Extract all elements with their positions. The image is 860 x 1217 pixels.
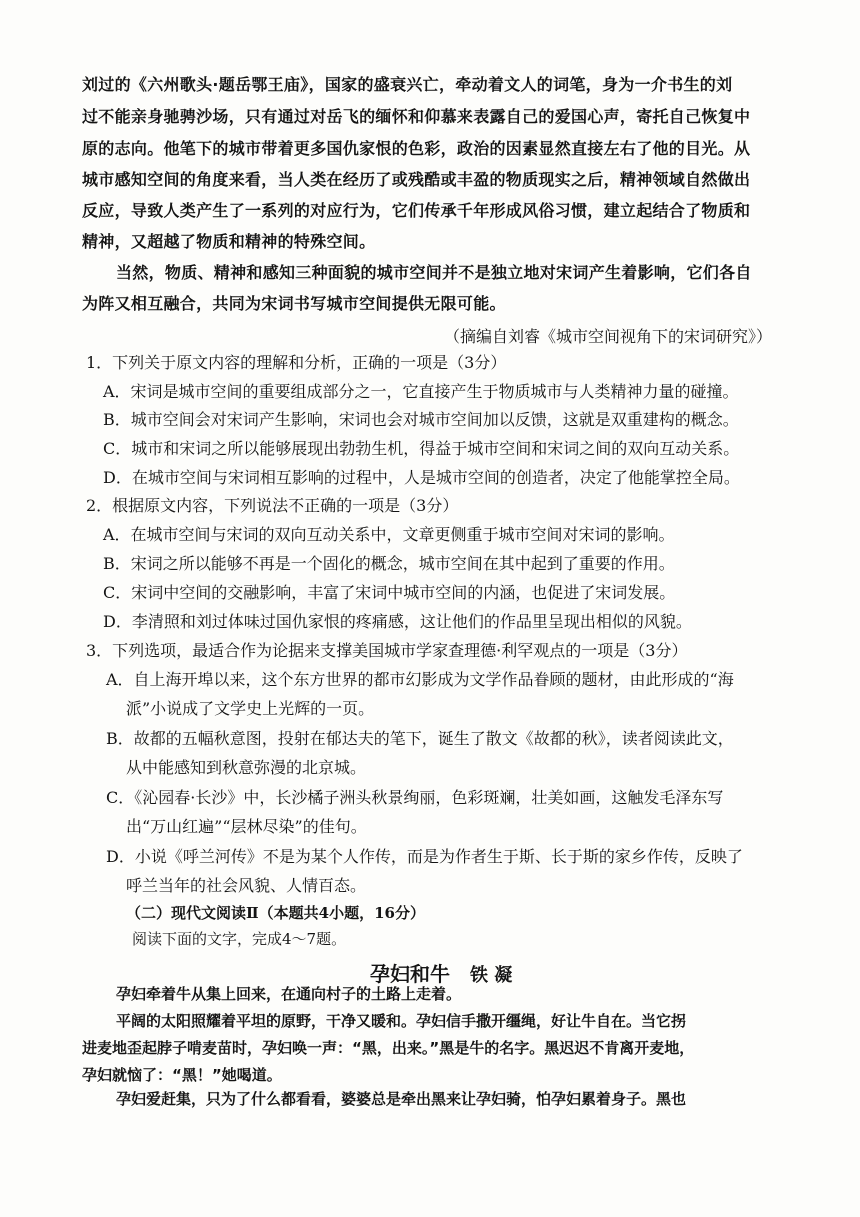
passage-line-2: 过不能亲身驰骋沙场，只有通过对岳飞的缅怀和仰慕来表露自己的爱国心声，寄托自己恢复中	[82, 107, 751, 126]
q3-option-c-line1: C．《沁园春·长沙》中，长沙橘子洲头秋景绚丽，色彩斑斓，壮美如画，这触发毛泽东写	[106, 788, 724, 807]
story-line-1: 孕妇牵着牛从集上回来，在通向村子的土路上走着。	[116, 985, 462, 1003]
q3-option-b-line2: 从中能感知到秋意弥漫的北京城。	[126, 758, 367, 777]
q1-option-c: C．城市和宋词之所以能够展现出勃勃生机，得益于城市空间和宋词之间的双向互动关系。	[103, 439, 740, 458]
passage-line-7: 当然，物质、精神和感知三种面貌的城市空间并不是独立地对宋词产生着影响，它们各自	[116, 263, 752, 282]
story-title-text: 孕妇和牛	[370, 962, 450, 986]
section-heading: （二）现代文阅读Ⅱ（本题共4小题，16分）	[126, 904, 425, 922]
story-line-3: 进麦地歪起脖子啃麦苗时，孕妇唤一声：“黑，出来。”黑是牛的名字。黑迟迟不肯离开麦地，	[82, 1039, 695, 1057]
q3-option-c-line2: 出“万山红遍”“层林尽染”的佳句。	[126, 817, 367, 836]
q3-option-a-line2: 派”小说成了文学史上光辉的一页。	[126, 699, 375, 718]
q2-option-b: B．宋词之所以能够不再是一个固化的概念，城市空间在其中起到了重要的作用。	[103, 554, 675, 573]
passage-line-6: 精神，又超越了物质和精神的特殊空间。	[82, 232, 376, 251]
q3-option-d-line1: D．小说《呼兰河传》不是为某个人作传，而是为作者生于斯、长于斯的家乡作传，反映了	[106, 847, 743, 866]
q3-option-a-line1: A．自上海开埠以来，这个东方世界的都市幻影成为文学作品眷顾的题材，由此形成的“海	[106, 670, 734, 689]
passage-line-8: 为阵又相互融合，共同为宋词书写城市空间提供无限可能。	[82, 294, 506, 313]
q2-stem: 2．根据原文内容，下列说法不正确的一项是（3分）	[86, 496, 459, 515]
story-title	[370, 958, 512, 987]
passage-line-4: 城市感知空间的角度来看，当人类在经历了或残酷或丰盈的物质现实之后，精神领域自然做出	[82, 170, 751, 189]
q3-option-d-line2: 呼兰当年的社会风貌、人情百态。	[126, 876, 367, 895]
q1-option-d: D．在城市空间与宋词相互影响的过程中，人是城市空间的创造者，决定了他能掌控全局。	[103, 468, 740, 487]
q3-option-b-line1: B．故都的五幅秋意图，投射在郁达夫的笔下，诞生了散文《故都的秋》，读者阅读此文，	[106, 729, 734, 748]
story-line-4: 孕妇就恼了：“黑！”她喝道。	[82, 1066, 282, 1084]
passage-line-5: 反应，导致人类产生了一系列的对应行为，它们传承千年形成风俗习惯，建立起结合了物质和	[82, 201, 751, 220]
q2-option-c: C．宋词中空间的交融影响，丰富了宋词中城市空间的内涵，也促进了宋词发展。	[103, 583, 676, 602]
section-instruction: 阅读下面的文字，完成4～7题。	[132, 930, 347, 948]
q1-option-a: A．宋词是城市空间的重要组成部分之一，它直接产生于物质城市与人类精神力量的碰撞。	[103, 382, 739, 401]
story-line-2: 平阔的太阳照耀着平坦的原野，干净又暖和。孕妇信手撒开缰绳，好让牛自在。当它拐	[116, 1012, 687, 1030]
passage-source: （摘编自刘睿《城市空间视角下的宋词研究》）	[444, 327, 773, 346]
passage-line-3: 原的志向。他笔下的城市带着更多国仇家恨的色彩，政治的因素显然直接左右了他的目光。从	[82, 139, 751, 158]
story-author: 铁 凝	[470, 965, 513, 986]
q1-option-b: B．城市空间会对宋词产生影响，宋词也会对城市空间加以反馈，这就是双重建构的概念。	[103, 410, 739, 429]
q2-option-a: A．在城市空间与宋词的双向互动关系中，文章更侧重于城市空间对宋词的影响。	[103, 525, 675, 544]
q2-option-d: D．李清照和刘过体味过国仇家恨的疼痛感，这让他们的作品里呈现出相似的风貌。	[103, 612, 692, 631]
q1-stem: 1．下列关于原文内容的理解和分析，正确的一项是（3分）	[86, 353, 507, 372]
passage-line-1: 刘过的《六州歌头·题岳鄂王庙》，国家的盛衰兴亡，牵动着文人的词笔，身为一介书生的刘	[82, 75, 733, 94]
story-line-5: 孕妇爱赶集，只为了什么都看看，婆婆总是牵出黑来让孕妇骑，怕孕妇累着身子。黑也	[116, 1090, 687, 1108]
q3-stem: 3．下列选项，最适合作为论据来支撑美国城市学家查理德·利罕观点的一项是（3分）	[86, 641, 688, 660]
